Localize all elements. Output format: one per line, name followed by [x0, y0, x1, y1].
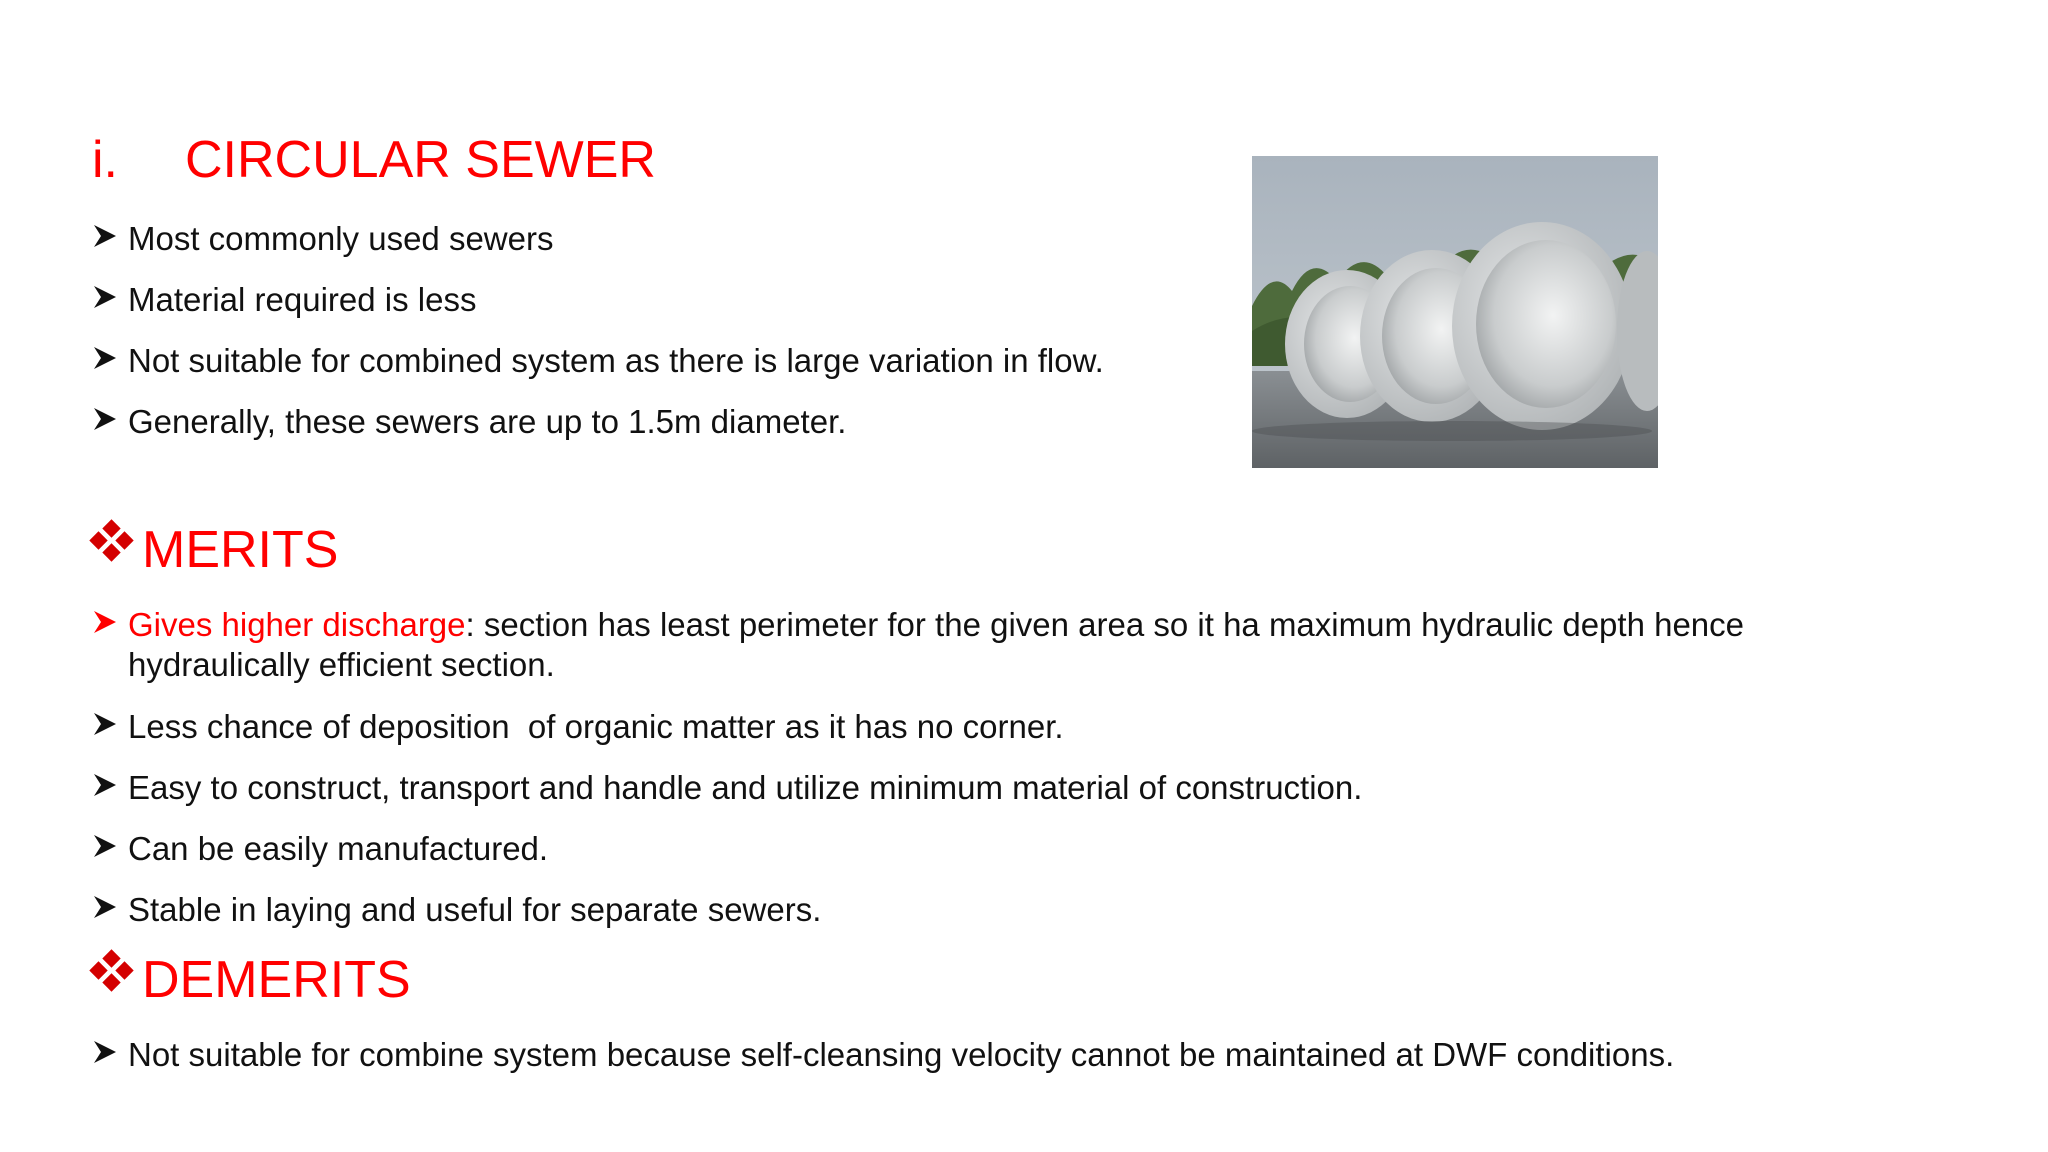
title-text: CIRCULAR SEWER	[185, 131, 656, 189]
merits-heading-text: MERITS	[142, 521, 339, 579]
merit-highlight: Gives higher discharge	[128, 606, 466, 643]
merit-detail: : section has least perimeter for the given area so it ha maximum hydraulic depth hence hydraulically efficient section.	[128, 606, 1745, 683]
demerits-heading-text: DEMERITS	[142, 951, 411, 1009]
bullet-text: Not suitable for combined system as there is large variation in flow.	[128, 342, 1104, 379]
arrowhead-bullet-icon	[92, 711, 118, 737]
title-number: i.	[92, 131, 118, 189]
four-diamond-bullet-icon	[92, 952, 142, 992]
merit-item-3	[92, 768, 1362, 808]
merit-item-1	[92, 605, 1832, 685]
arrowhead-bullet-icon	[92, 284, 118, 310]
arrowhead-bullet-icon	[92, 345, 118, 371]
arrowhead-bullet-icon	[92, 1039, 118, 1065]
arrowhead-bullet-icon	[92, 406, 118, 432]
bullet-text: Stable in laying and useful for separate sewers.	[128, 891, 822, 928]
arrowhead-bullet-icon	[92, 223, 118, 249]
merit-item-5	[92, 890, 821, 930]
intro-bullet-2	[92, 280, 476, 320]
merit-item-2	[92, 707, 1064, 747]
demerits-heading	[92, 950, 411, 1010]
concrete-pipes-image	[1252, 156, 1658, 468]
intro-bullet-1	[92, 219, 553, 259]
bullet-text: Most commonly used sewers	[128, 220, 554, 257]
arrowhead-bullet-icon	[92, 894, 118, 920]
bullet-text	[92, 605, 1832, 685]
arrowhead-bullet-icon	[92, 833, 118, 859]
arrowhead-bullet-icon	[92, 772, 118, 798]
bullet-text: Less chance of deposition of organic matter as it has no corner.	[128, 708, 1064, 745]
merit-item-4	[92, 829, 548, 869]
intro-bullet-3	[92, 341, 1104, 381]
intro-bullet-4	[92, 402, 846, 442]
bullet-text: Easy to construct, transport and handle and utilize minimum material of construction.	[128, 769, 1363, 806]
merits-heading	[92, 520, 338, 580]
arrowhead-bullet-icon	[92, 609, 118, 635]
bullet-text: Material required is less	[128, 281, 477, 318]
bullet-text: Not suitable for combine system because self-cleansing velocity cannot be maintained at DWF conditions.	[128, 1036, 1675, 1073]
demerit-item-1	[92, 1035, 1674, 1075]
bullet-text: Generally, these sewers are up to 1.5m diameter.	[128, 403, 847, 440]
slide-title	[92, 130, 656, 190]
bullet-text: Can be easily manufactured.	[128, 830, 549, 867]
four-diamond-bullet-icon	[92, 522, 142, 562]
